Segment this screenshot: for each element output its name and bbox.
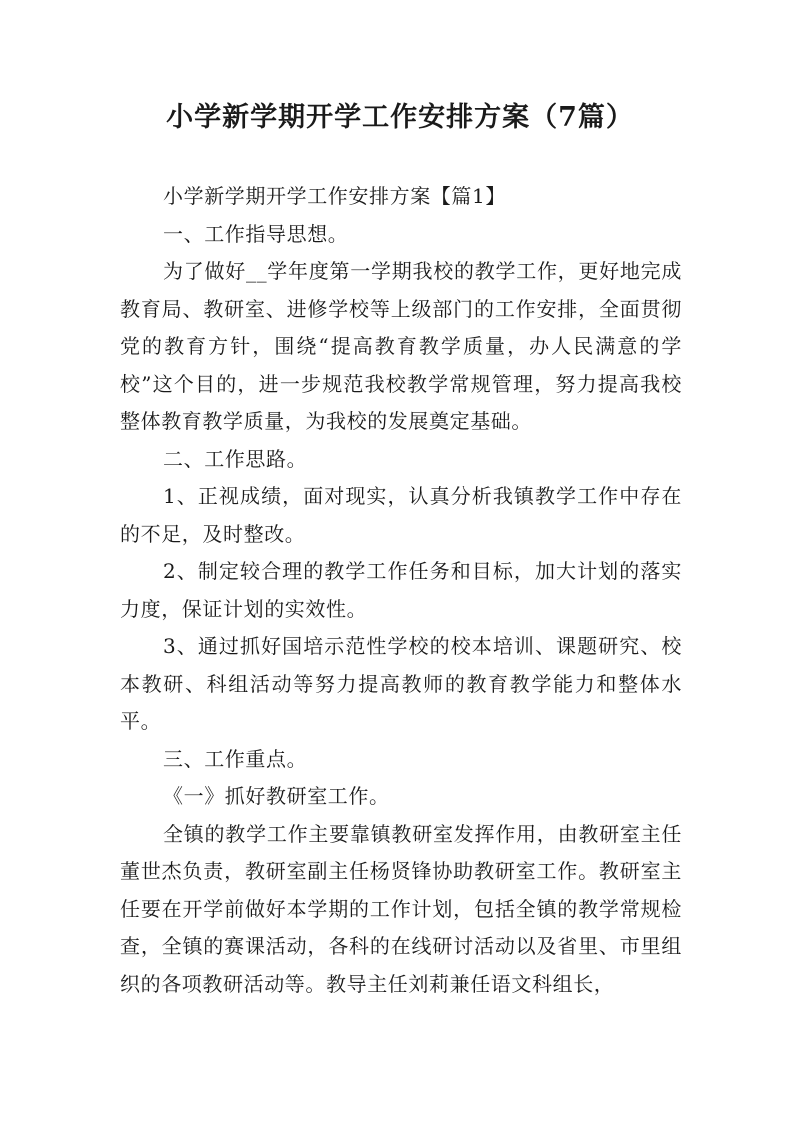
heading-guiding-ideology: 一、工作指导思想。 — [163, 221, 349, 246]
section-heading-article-1: 小学新学期开学工作安排方案【篇1】 — [163, 184, 506, 208]
list-item-approach-2: 2、制定较合理的教学工作任务和目标，加大计划的落实力度，保证计划的实效性。 — [120, 559, 682, 621]
heading-work-approach: 二、工作思路。 — [163, 446, 308, 471]
subheading-teaching-research: 《一》抓好教研室工作。 — [163, 784, 390, 808]
document-body — [120, 178, 682, 1003]
heading-work-focus: 三、工作重点。 — [163, 746, 308, 771]
paragraph-guiding-ideology: 为了做好__学年度第一学期我校的教学工作，更好地完成教育局、教研室、进修学校等上级部门的工作安排，全面贯彻党的教育方针，围绕“提高教育教学质量，办人民满意的学校”这个目的，进一步规范我校教学常规管理，努力提高我校整体教育教学质量，为我校的发展奠定基础。 — [120, 259, 682, 433]
list-item-approach-3: 3、通过抓好国培示范性学校的校本培训、课题研究、校本教研、科组活动等努力提高教师的教育教学能力和整体水平。 — [120, 634, 682, 733]
list-item-approach-1: 1、正视成绩，面对现实，认真分析我镇教学工作中存在的不足，及时整改。 — [120, 484, 682, 546]
document-title: 小学新学期开学工作安排方案（7篇） — [166, 102, 634, 133]
paragraph-teaching-research: 全镇的教学工作主要靠镇教研室发挥作用，由教研室主任董世杰负责，教研室副主任杨贤锋协助教研室工作。教研室主任要在开学前做好本学期的工作计划，包括全镇的教学常规检查，全镇的赛课活动，各科的在线研讨活动以及省里、市里组织的各项教研活动等。教导主任刘莉兼任语文科组长， — [120, 821, 682, 996]
